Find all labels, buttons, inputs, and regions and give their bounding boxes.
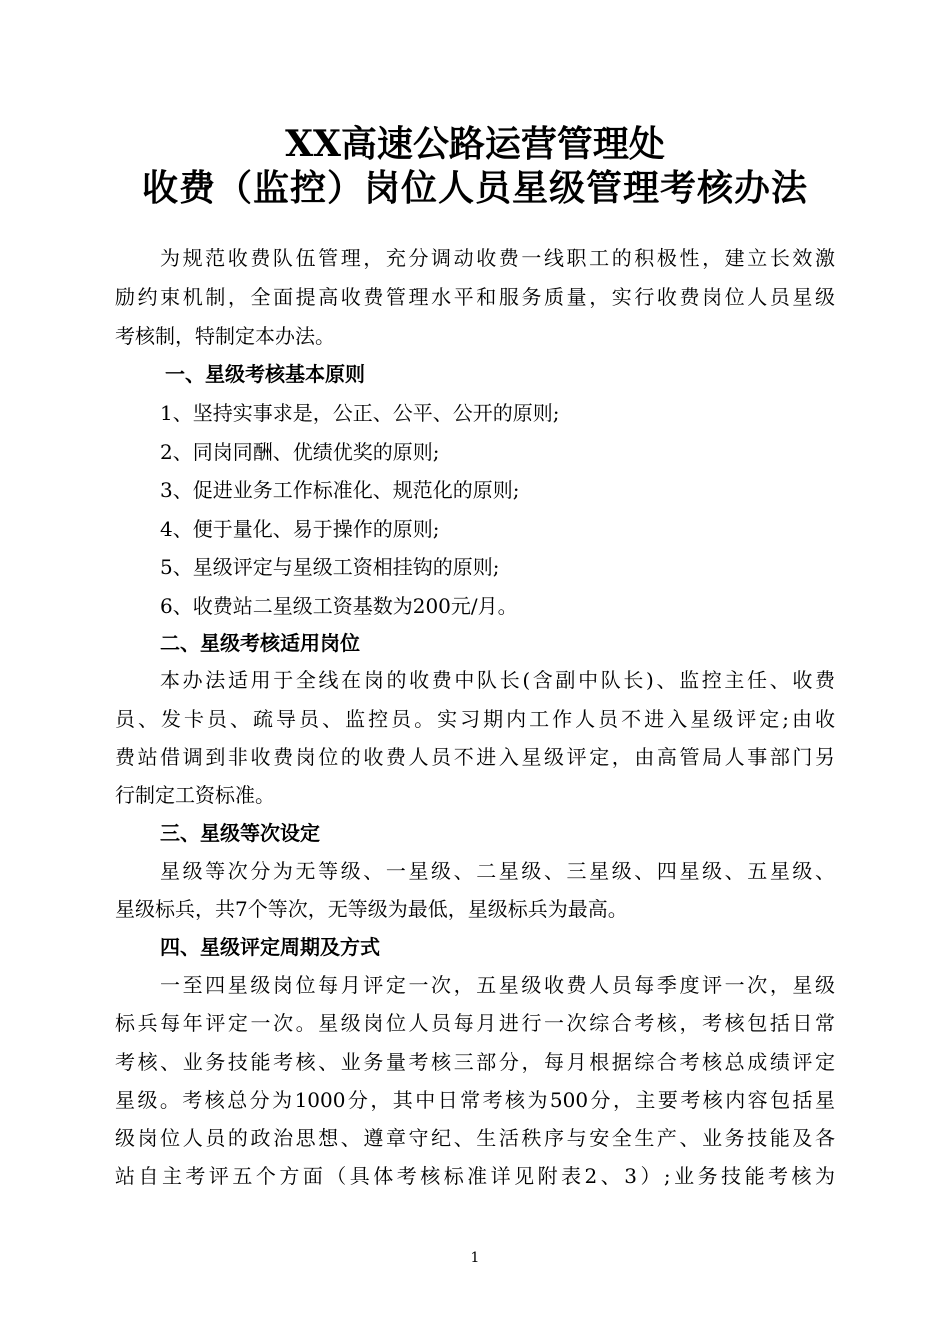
section1-item-6: 6、收费站二星级工资基数为200元/月。 [160, 595, 518, 617]
intro-line-3: 考核制，特制定本办法。 [115, 325, 335, 347]
section1-item-3: 3、促进业务工作标准化、规范化的原则; [160, 479, 520, 501]
section2-line-4: 行制定工资标准。 [115, 784, 275, 806]
section4-line-2: 标兵每年评定一次。星级岗位人员每月进行一次综合考核，考核包括日常 [115, 1012, 835, 1034]
section2-line-3: 费站借调到非收费岗位的收费人员不进入星级评定，由高管局人事部门另 [115, 746, 835, 768]
section4-heading: 四、星级评定周期及方式 [160, 936, 380, 958]
section1-item-4: 4、便于量化、易于操作的原则; [160, 518, 440, 540]
intro-line-2: 励约束机制，全面提高收费管理水平和服务质量，实行收费岗位人员星级 [115, 286, 835, 308]
section2-line-2: 员、发卡员、疏导员、监控员。实习期内工作人员不进入星级评定;由收 [115, 708, 835, 730]
section1-item-1: 1、坚持实事求是，公正、公平、公开的原则; [160, 402, 560, 424]
document-title-line2: 收费（监控）岗位人员星级管理考核办法 [141, 167, 808, 209]
document-title-line1: XX高速公路运营管理处 [285, 123, 665, 165]
section4-line-5: 级岗位人员的政治思想、遵章守纪、生活秩序与安全生产、业务技能及各 [115, 1127, 835, 1149]
section4-line-3: 考核、业务技能考核、业务量考核三部分，每月根据综合考核总成绩评定 [115, 1051, 835, 1073]
section2-heading: 二、星级考核适用岗位 [160, 632, 360, 654]
section1-item-5: 5、星级评定与星级工资相挂钩的原则; [160, 556, 500, 578]
section1-heading: 一、星级考核基本原则 [165, 363, 365, 385]
section3-line-2: 星级标兵，共7个等次，无等级为最低，星级标兵为最高。 [115, 898, 628, 920]
section2-line-1: 本办法适用于全线在岗的收费中队长(含副中队长)、监控主任、收费 [160, 669, 835, 691]
section1-item-2: 2、同岗同酬、优绩优奖的原则; [160, 441, 440, 463]
section4-line-4: 星级。考核总分为1000分，其中日常考核为500分，主要考核内容包括星 [115, 1089, 835, 1111]
intro-line-1: 为规范收费队伍管理，充分调动收费一线职工的积极性，建立长效激 [160, 247, 835, 269]
section4-line-6: 站自主考评五个方面（具体考核标准详见附表2、3）;业务技能考核为 [115, 1165, 835, 1187]
section4-line-1: 一至四星级岗位每月评定一次，五星级收费人员每季度评一次，星级 [160, 974, 835, 996]
page-number: 1 [470, 1250, 480, 1266]
section3-line-1: 星级等次分为无等级、一星级、二星级、三星级、四星级、五星级、 [160, 860, 835, 882]
section3-heading: 三、星级等次设定 [160, 822, 320, 844]
